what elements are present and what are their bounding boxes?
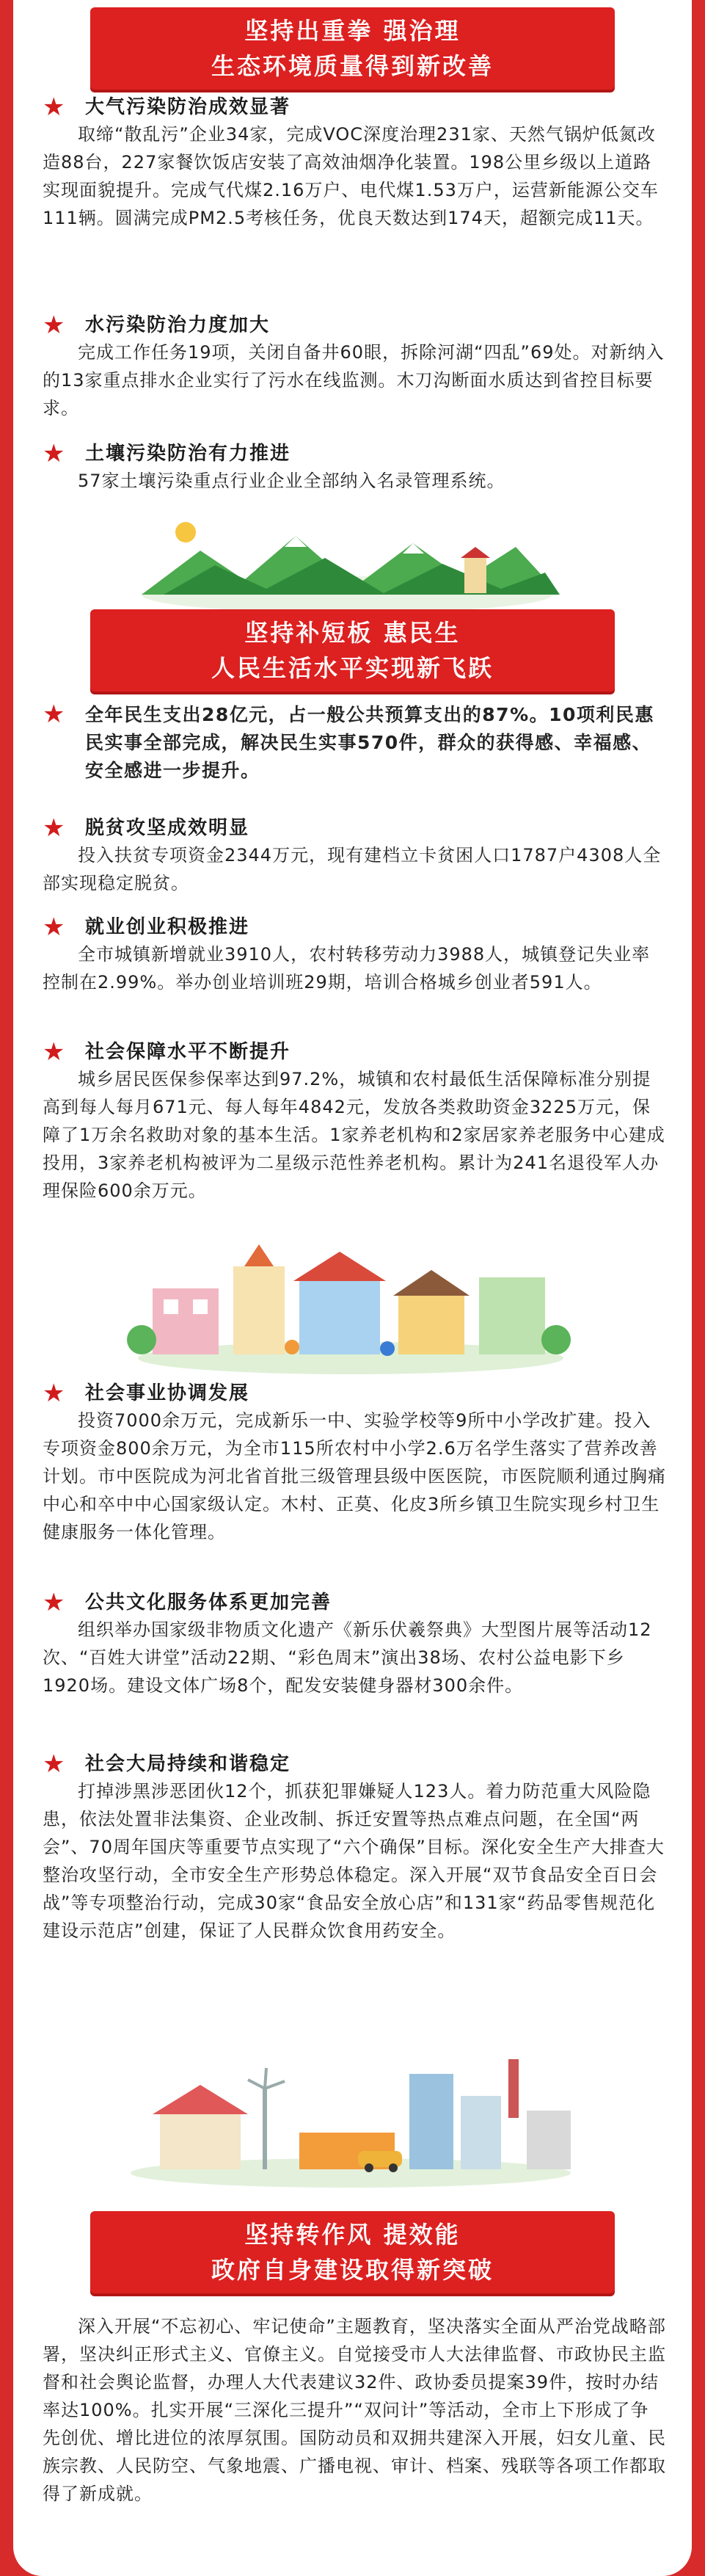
star-icon: ★ xyxy=(43,700,65,729)
heading: ★ 大气污染防治成效显著 xyxy=(43,92,291,122)
paragraph: 取缔“散乱污”企业34家，完成VOC深度治理231家、天然气锅炉低氮改造88台，227家餐饮饭店安装了高效油烟净化装置。198公里乡级以上道路实现面貌提升。完成气代煤2.16万户、电代煤1.53万户，运营新能源公交车111辆。圆满完成PM2.5考核任务，优良天数达到174天，超额完成11天。 xyxy=(43,124,659,228)
livelihood-lead xyxy=(43,701,666,785)
star-icon: ★ xyxy=(43,439,67,468)
heading: ★ 土壤污染防治有力推进 xyxy=(43,439,291,468)
paragraph: 城乡居民医保参保率达到97.2%，城镇和农村最低生活保障标准分别提高到每人每月671元、每人每年4842元，发放各类救助资金3225万元，保障了1万余名救助对象的基本生活。1家养老机构和2家居家养老服务中心建成投用，3家养老机构被评为二星级示范性养老机构。累计为241名退役军人办理保险600余万元。 xyxy=(43,1069,665,1201)
heading: ★ 社会事业协调发展 xyxy=(43,1379,250,1408)
livelihood-section-culture xyxy=(43,1589,666,1699)
heading: ★ 就业创业积极推进 xyxy=(43,913,250,942)
heading: ★ 社会保障水平不断提升 xyxy=(43,1037,291,1067)
star-icon: ★ xyxy=(43,1749,67,1779)
star-icon: ★ xyxy=(43,1379,67,1408)
livelihood-section-poverty xyxy=(43,815,666,897)
star-icon: ★ xyxy=(43,92,67,122)
town-illustration xyxy=(123,1237,578,1376)
section-banner-government xyxy=(90,2211,615,2293)
heading: ★ 脱贫攻坚成效明显 xyxy=(43,813,250,843)
section-banner-environment xyxy=(90,7,615,90)
banner-line2: 人民生活水平实现新飞跃 xyxy=(211,654,494,682)
paragraph: 投资7000余万元，完成新乐一中、实验学校等9所中小学改扩建。投入专项资金800余万元，为全市115所农村中小学2.6万名学生落实了营养改善计划。市中医院成为河北省首批三级管理县级中医医院，市医院顺利通过胸痛中心和卒中中心国家级认定。木村、正莫、化皮3所乡镇卫生院实现乡村卫生健康服务一体化管理。 xyxy=(43,1410,666,1542)
env-section-air xyxy=(43,94,666,232)
paragraph: 组织举办国家级非物质文化遗产《新乐伏羲祭典》大型图片展等活动12次、“百姓大讲堂”活动22期、“彩色周末”演出38场、农村公益电影下乡1920场。建设文体广场8个，配发安装健身器材300余件。 xyxy=(43,1619,652,1696)
livelihood-section-social xyxy=(43,1380,666,1546)
livelihood-section-security xyxy=(43,1039,666,1205)
lead-paragraph: 全年民生支出28亿元，占一般公共预算支出的87%。10项利民惠民实事全部完成，解决民生实事570件，群众的获得感、幸福感、安全感进一步提升。 xyxy=(85,704,654,781)
skyline-illustration xyxy=(116,2045,585,2191)
livelihood-section-stability xyxy=(43,1751,666,1945)
star-icon: ★ xyxy=(43,813,67,843)
paragraph: 打掉涉黑涉恶团伙12个，抓获犯罪嫌疑人123人。着力防范重大风险隐患，依法处置非法集资、企业改制、拆迁安置等热点难点问题，在全国“两会”、70周年国庆等重要节点实现了“六个确保”目标。深化安全生产大排查大整治攻坚行动，全市安全生产形势总体稳定。深入开展“双节食品安全百日会战”等专项整治行动，完成30家“食品安全放心店”和131家“药品零售规范化建设示范店”创建，保证了人民群众饮食用药安全。 xyxy=(43,1781,665,1941)
section-banner-livelihood xyxy=(90,609,615,692)
heading: ★ 水污染防治力度加大 xyxy=(43,311,271,340)
star-icon: ★ xyxy=(43,913,67,942)
star-icon: ★ xyxy=(43,1037,67,1067)
heading: ★ 社会大局持续和谐稳定 xyxy=(43,1749,291,1779)
env-section-water xyxy=(43,312,666,422)
government-section xyxy=(43,2312,666,2508)
star-icon: ★ xyxy=(43,311,67,340)
heading: ★ 公共文化服务体系更加完善 xyxy=(43,1588,332,1617)
star-icon: ★ xyxy=(43,1588,67,1617)
banner-line1: 坚持转作风 提效能 xyxy=(244,2221,461,2249)
env-section-soil xyxy=(43,440,666,495)
banner-line1: 坚持补短板 惠民生 xyxy=(244,619,461,647)
page xyxy=(13,0,692,2576)
paragraph: 深入开展“不忘初心、牢记使命”主题教育，坚决落实全面从严治党战略部署，坚决纠正形式主义、官僚主义。自觉接受市人大法律监督、市政协民主监督和社会舆论监督，办理人大代表建议32件、政协委员提案39件，按时办结率达100%。扎实开展“三深化三提升”“双问计”等活动，全市上下形成了争先创优、增比进位的浓厚氛围。国防动员和双拥共建深入开展，妇女儿童、民族宗教、人民防空、气象地震、广播电视、审计、档案、残联等各项工作都取得了新成就。 xyxy=(43,2316,666,2504)
banner-line2: 生态环境质量得到新改善 xyxy=(211,52,494,80)
banner-line1: 坚持出重拳 强治理 xyxy=(244,17,461,45)
mountains-illustration xyxy=(120,507,574,617)
banner-line2: 政府自身建设取得新突破 xyxy=(211,2256,494,2284)
livelihood-section-employment xyxy=(43,914,666,996)
paragraph: 投入扶贫专项资金2344万元，现有建档立卡贫困人口1787户4308人全部实现稳定脱贫。 xyxy=(43,845,662,893)
paragraph: 全市城镇新增就业3910人，农村转移劳动力3988人，城镇登记失业率控制在2.99%。举办创业培训班29期，培训合格城乡创业者591人。 xyxy=(43,944,651,993)
paragraph: 完成工作任务19项，关闭自备井60眼，拆除河湖“四乱”69处。对新纳入的13家重点排水企业实行了污水在线监测。木刀沟断面水质达到省控目标要求。 xyxy=(43,342,665,418)
paragraph: 57家土壤污染重点行业企业全部纳入名录管理系统。 xyxy=(78,471,505,491)
